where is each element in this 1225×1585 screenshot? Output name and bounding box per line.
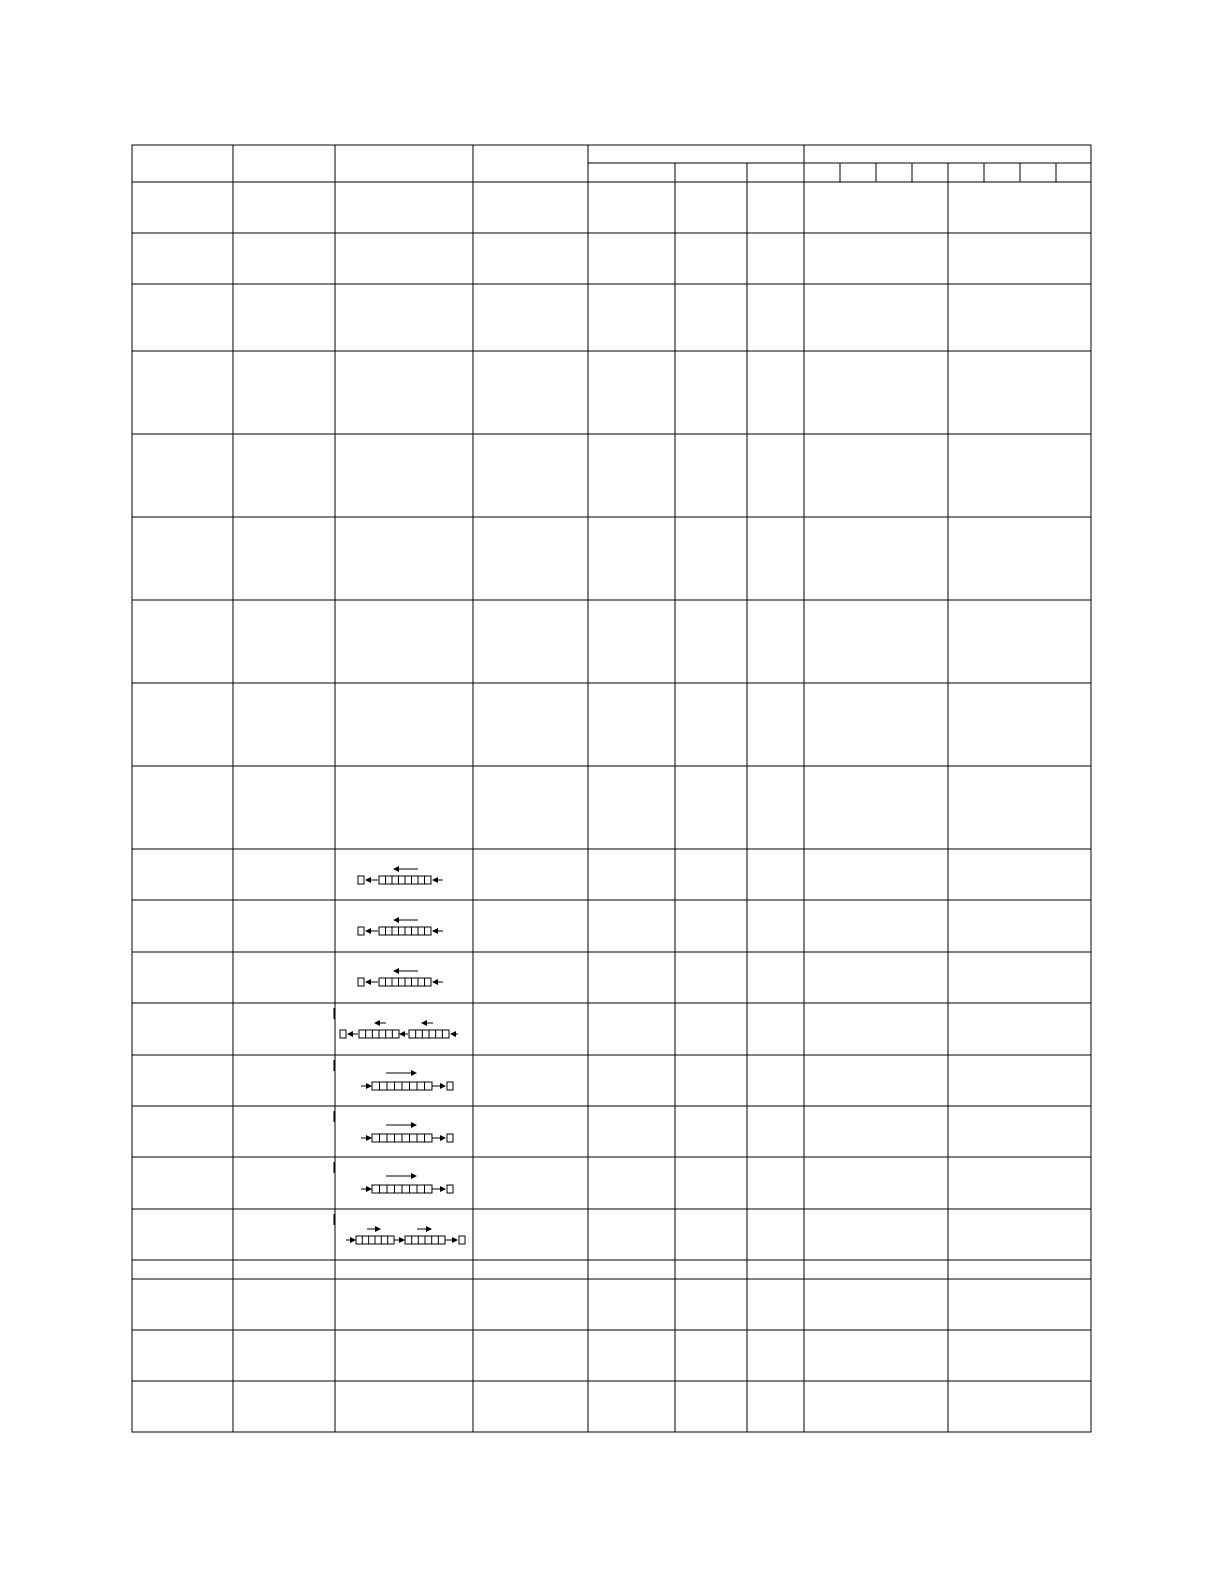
carry-box [340, 1030, 346, 1038]
carry-box [358, 978, 364, 986]
shift-diagrams [334, 869, 465, 1244]
carry-box [358, 927, 364, 935]
carry-box [447, 1185, 453, 1193]
carry-box [459, 1236, 465, 1244]
carry-box [447, 1134, 453, 1142]
carry-box [358, 876, 364, 884]
table-gridlines [132, 145, 1091, 1432]
carry-box [447, 1082, 453, 1090]
table-border [132, 145, 1091, 1432]
